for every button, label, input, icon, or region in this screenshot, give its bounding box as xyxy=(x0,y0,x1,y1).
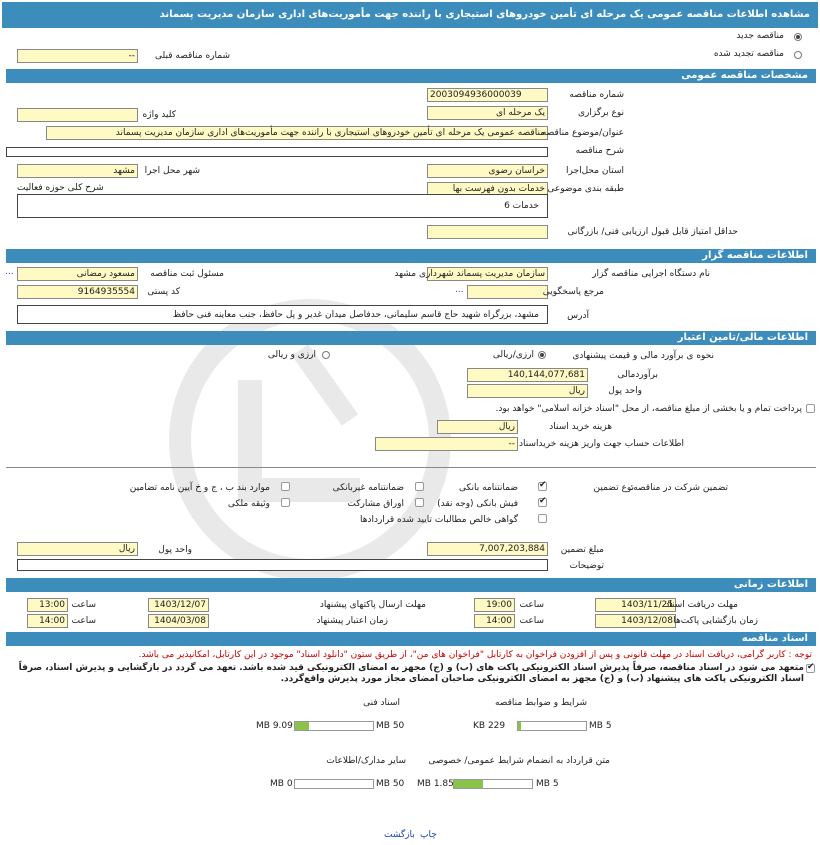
account-field: -- xyxy=(375,437,518,451)
estimate-method-label: نحوه ی برآورد مالی و قیمت پیشنهادی xyxy=(572,351,714,361)
commitment-checkbox[interactable] xyxy=(806,664,815,673)
notes-label: توضیحات xyxy=(569,561,604,571)
address-value: مشهد، بزرگراه شهید حاج قاسم سلیمانی، حدفاصل میدان غدیر و پل حافظ، جنب معاینه فنی حافظ xyxy=(172,310,539,320)
section-documents: اسناد مناقصه xyxy=(6,632,816,646)
other-docs-label: سایر مدارک/اطلاعات xyxy=(326,756,406,766)
contract-size: 1.85 MB xyxy=(417,779,454,789)
commitment-text: متعهد می شود در اسناد مناقصه، صرفاً پذیرش اسناد الکترونیکی پاکت های (ب) و (ج) مجهز به امضای الکترونیکی قید شده باشد. تعهد می گردد در بازگشایی و پذیرش اسناد، صرفاً اسناد الکترونیکی پاکت های پیشنهاد (ب) و (ج) مجهز به امضای الکترونیکی صاحبان امضای مجاز مورد پذیرش واقع‌گردد. xyxy=(18,663,804,684)
other-docs-progress xyxy=(294,779,374,789)
section-general: مشخصات مناقصه عمومی xyxy=(6,69,816,83)
opt-fx-rial-label: ارزی و ریالی xyxy=(267,350,316,360)
city-field: مشهد xyxy=(17,164,138,178)
radio-fx-rial[interactable] xyxy=(322,351,330,359)
notes-field xyxy=(17,559,548,571)
bonds-label: اوراق مشارکت xyxy=(347,499,404,509)
terms-progress xyxy=(517,721,587,731)
min-score-field xyxy=(427,225,548,239)
opening-date: 1403/12/08 xyxy=(595,614,676,628)
validity-date: 1404/03/08 xyxy=(148,614,209,628)
doc-receive-date: 1403/11/25 xyxy=(595,598,676,612)
terms-max: 5 MB xyxy=(589,721,612,731)
contract-progress xyxy=(453,779,533,789)
province-label: استان محل‌اجرا xyxy=(566,166,624,176)
back-link[interactable]: بازگشت xyxy=(384,830,415,840)
description-field xyxy=(6,147,548,157)
opt-rial-label: ارزی/ریالی xyxy=(492,350,534,360)
address-box xyxy=(17,305,548,324)
section-finance: اطلاعات مالی/تامین اعتبار xyxy=(6,331,816,345)
bank-receipt-label: فیش بانکی (وجه نقد) xyxy=(437,499,518,509)
opening-label: زمان بازگشایی پاکت‌ها xyxy=(673,616,758,626)
property-checkbox[interactable] xyxy=(281,498,290,507)
opening-time: 14:00 xyxy=(474,614,515,628)
doc-receive-time: 19:00 xyxy=(474,598,515,612)
guarantee-currency-field: ریال xyxy=(17,542,138,556)
radio-rial[interactable] xyxy=(538,351,546,359)
validity-label: زمان اعتبار پیشنهاد xyxy=(316,616,388,626)
registrar-label: مسئول ثبت مناقصه xyxy=(150,269,224,279)
non-bank-guarantee-label: ضمانتنامه غیربانکی xyxy=(332,483,404,493)
response-ref-label: مرجع پاسخگویی xyxy=(542,287,604,297)
send-deadline-label: مهلت ارسال پاکتهای پیشنهاد xyxy=(319,600,426,610)
claims-cert-label: گواهی خالص مطالبات تایید شده قراردادها xyxy=(360,515,518,525)
prev-number-label: شماره مناقصه قبلی xyxy=(155,51,230,61)
estimate-label: برآوردمالی xyxy=(617,370,658,380)
city-label: شهر محل اجرا xyxy=(144,166,200,176)
separator xyxy=(6,467,816,468)
terms-label: شرایط و ضوابط مناقصه xyxy=(494,698,587,708)
subject-field: مناقصه عمومی یک مرحله ای تأمین خودروهای استیجاری با راننده جهت مأموریت‌های اداری سازمان مدیریت پسماند xyxy=(46,126,548,140)
postal-code-label: کد پستی xyxy=(147,287,180,297)
doc-cost-field: ریال xyxy=(437,420,518,434)
opening-time-label: ساعت xyxy=(519,616,544,626)
currency-label: واحد پول xyxy=(608,386,642,396)
radio-new-tender[interactable] xyxy=(794,33,802,41)
agency-label: نام دستگاه اجرایی مناقصه گزار xyxy=(592,269,710,279)
contract-label: متن قرارداد به انضمام شرایط عمومی/ خصوصی xyxy=(428,756,610,766)
field-desc-value: خدمات 6 xyxy=(504,201,539,211)
treasury-checkbox[interactable] xyxy=(806,404,815,413)
documents-notice: توجه : کاربر گرامی، دریافت اسناد در مهلت قانونی و پس از افزودن فراخوان به کارتابل "فراخوان های من"، از طریق ستون "دانلود اسناد" موجود در این کارتابل، امکانپذیر می باشد. xyxy=(138,650,812,660)
send-deadline-time: 13:00 xyxy=(27,598,68,612)
address-label: آدرس xyxy=(567,311,589,321)
estimate-field: 140,144,077,681 xyxy=(467,368,588,382)
terms-size: 229 KB xyxy=(473,721,506,731)
new-tender-label: مناقصه جدید xyxy=(736,31,784,41)
renewed-tender-label: مناقصه تجدید شده xyxy=(713,49,784,59)
agency-field: سازمان مدیریت پسماند شهرداری مشهد xyxy=(427,267,548,281)
guarantee-amount-label: مبلغ تضمین xyxy=(560,545,604,555)
response-ref-more-link[interactable]: ... xyxy=(455,285,464,295)
doc-receive-time-label: ساعت xyxy=(519,600,544,610)
property-label: وثیقه ملکی xyxy=(227,499,270,509)
field-desc-label: شرح کلی حوزه فعالیت xyxy=(17,183,104,193)
send-deadline-date: 1403/12/07 xyxy=(148,598,209,612)
tech-docs-size: 9.09 MB xyxy=(256,721,293,731)
tender-number-label: شماره مناقصه xyxy=(569,90,624,100)
holding-type-label: نوع برگزاری xyxy=(578,108,624,118)
regulation-items-label: موارد بند ب ، ج و خ آیین نامه تضامین xyxy=(129,483,270,493)
registrar-field: مسعود رمضانی xyxy=(17,267,138,281)
prev-number-field: -- xyxy=(17,49,138,63)
contract-max: 5 MB xyxy=(536,779,559,789)
tech-docs-label: اسناد فنی xyxy=(363,698,400,708)
bank-receipt-checkbox[interactable] xyxy=(538,498,547,507)
participation-label: تضمین شرکت در مناقصه: xyxy=(630,483,728,493)
other-docs-max: 50 MB xyxy=(376,779,405,789)
treasury-label: پرداخت تمام و یا بخشی از مبلغ مناقصه، از محل "اسناد خزانه اسلامی" خواهد بود. xyxy=(495,404,802,414)
section-organizer: اطلاعات مناقصه گزار xyxy=(6,249,816,263)
radio-renewed-tender[interactable] xyxy=(794,51,802,59)
min-score-label: حداقل امتیاز قابل قبول ارزیابی فنی/ بازرگانی xyxy=(567,227,738,237)
other-docs-size: 0 MB xyxy=(270,779,293,789)
guarantee-currency-label: واحد پول xyxy=(158,545,192,555)
subject-label: عنوان/موضوع مناقصه xyxy=(541,128,624,138)
doc-receive-label: مهلت دریافت اسناد xyxy=(665,600,738,610)
category-field: خدمات بدون فهرست بها xyxy=(427,182,548,196)
guarantee-type-label: نوع تضمین xyxy=(593,483,634,493)
doc-cost-label: هزینه خرید اسناد xyxy=(549,422,612,432)
regulation-items-checkbox[interactable] xyxy=(281,482,290,491)
currency-field: ریال xyxy=(467,384,588,398)
bonds-checkbox[interactable] xyxy=(415,498,424,507)
response-ref-field xyxy=(467,285,548,299)
account-label: اطلاعات حساب جهت واریز هزینه خریداسناد xyxy=(519,439,684,449)
validity-time-label: ساعت xyxy=(71,616,96,626)
category-label: طبقه بندی موضوعی xyxy=(547,184,624,194)
tender-number-field: 2003094936000039 xyxy=(427,88,548,102)
send-deadline-time-label: ساعت xyxy=(71,600,96,610)
tech-docs-max: 50 MB xyxy=(376,721,405,731)
validity-time: 14:00 xyxy=(27,614,68,628)
claims-cert-checkbox[interactable] xyxy=(538,514,547,523)
keyword-label: کلید واژه xyxy=(142,110,176,120)
field-desc-box xyxy=(17,194,548,218)
guarantee-amount-field: 7,007,203,884 xyxy=(427,542,548,556)
tech-docs-progress xyxy=(294,721,374,731)
province-field: خراسان رضوی xyxy=(427,164,548,178)
bank-guarantee-label: ضمانتنامه بانکی xyxy=(459,483,518,493)
keyword-field xyxy=(17,108,138,122)
section-timing: اطلاعات زمانی xyxy=(6,578,816,592)
postal-code-field: 9164935554 xyxy=(17,285,138,299)
registrar-more-link[interactable]: ... xyxy=(5,267,14,277)
non-bank-guarantee-checkbox[interactable] xyxy=(415,482,424,491)
page-title: مشاهده اطلاعات مناقصه عمومی یک مرحله ای تأمین خودروهای استیجاری با راننده جهت مأموریت‌های اداری سازمان مدیریت پسماند xyxy=(2,2,818,28)
description-label: شرح مناقصه xyxy=(575,146,624,156)
holding-type-field: یک مرحله ای xyxy=(427,106,548,120)
print-link[interactable]: چاپ xyxy=(420,830,437,840)
bank-guarantee-checkbox[interactable] xyxy=(538,482,547,491)
